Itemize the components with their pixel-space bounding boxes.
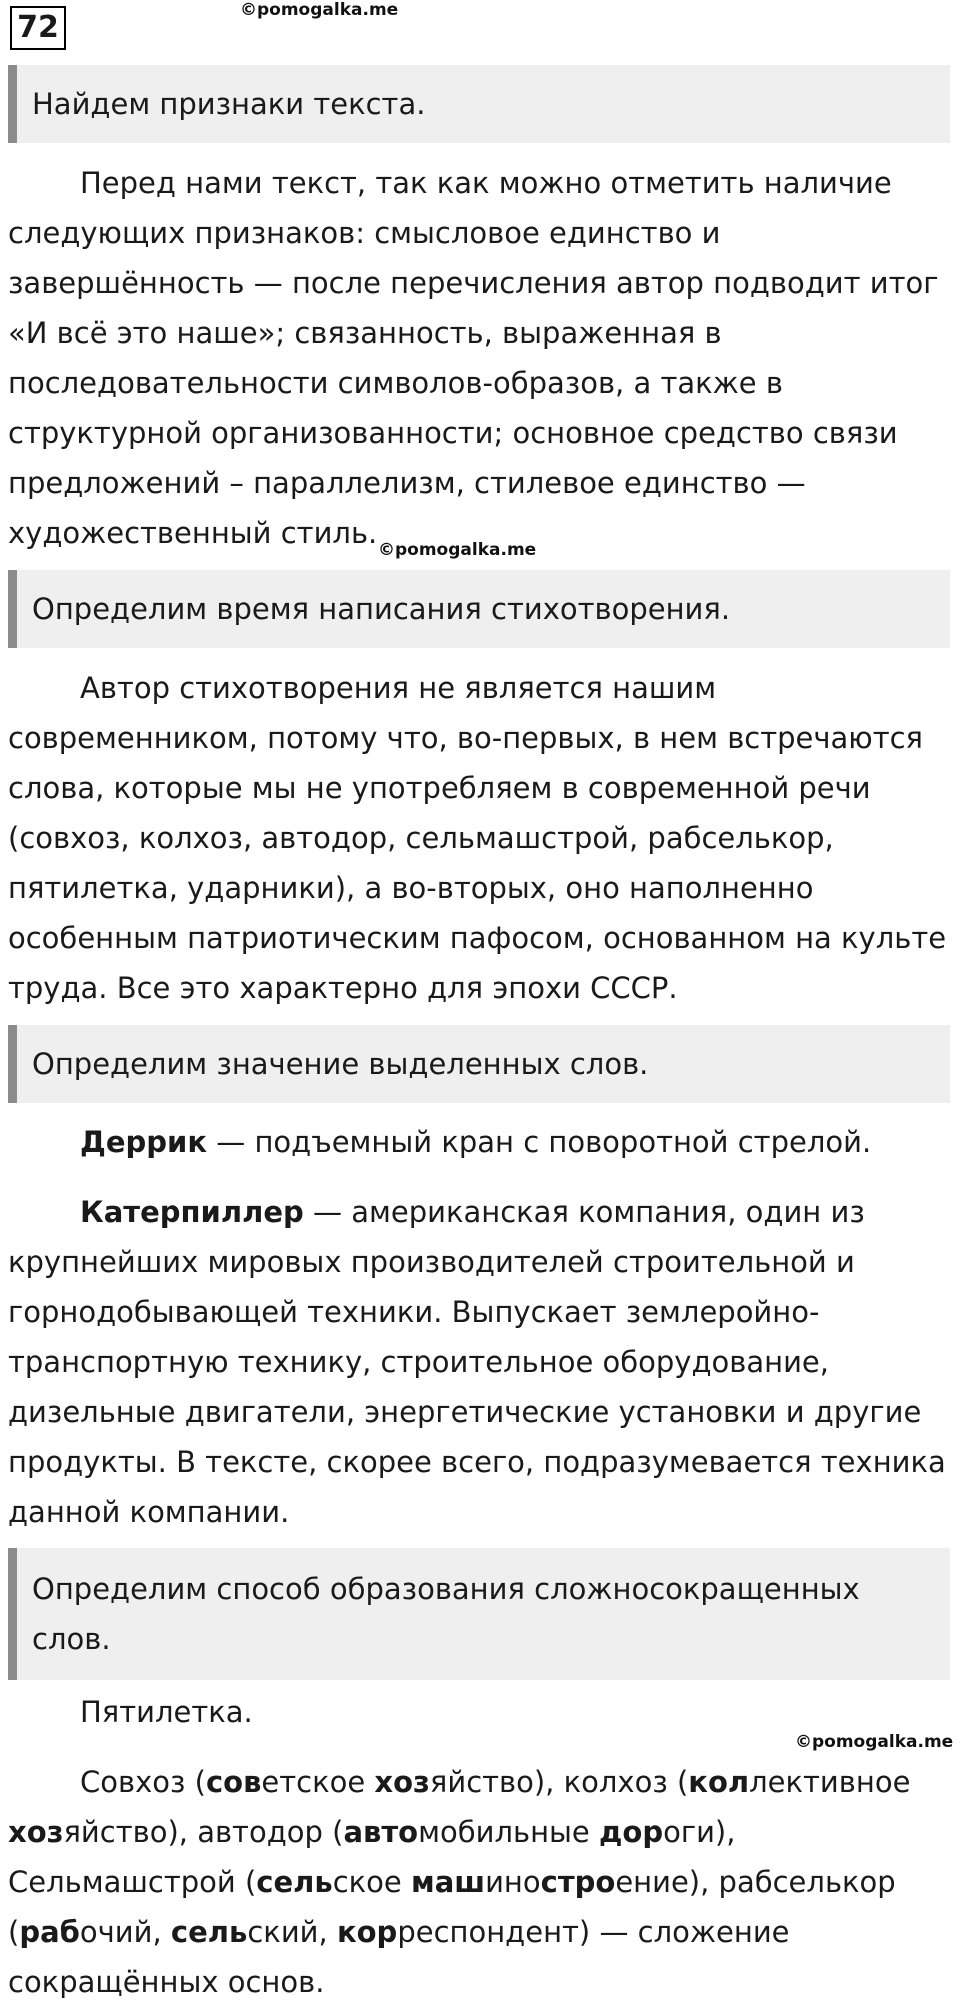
bold-word-fragment: хоз <box>374 1765 430 1799</box>
watermark: ©pomogalka.me <box>795 1732 954 1752</box>
text-fragment: ское <box>332 1865 411 1899</box>
text-fragment: яйство), автодор ( <box>63 1815 344 1849</box>
bold-word-fragment: сель <box>170 1915 248 1949</box>
text-fragment: мобильные <box>418 1815 599 1849</box>
text-fragment: ино <box>485 1865 541 1899</box>
text-fragment: яйство), колхоз ( <box>429 1765 689 1799</box>
example-five-year-plan: Пятилетка. <box>80 1695 253 1729</box>
watermark: ©pomogalka.me <box>378 540 537 560</box>
text-fragment: ский, <box>247 1915 337 1949</box>
bold-word-fragment: сов <box>205 1765 262 1799</box>
bold-word-fragment: авто <box>343 1815 419 1849</box>
term-caterpillar: Катерпиллер <box>80 1195 304 1229</box>
page-number: 72 <box>10 6 66 50</box>
definition-derrick-text: — подъемный кран с поворотной стрелой. <box>207 1125 872 1159</box>
definition-derrick <box>8 1117 956 1167</box>
section-heading-text-features: Найдем признаки текста. <box>8 65 950 143</box>
bold-word-fragment: кор <box>336 1915 398 1949</box>
bold-word-fragment: сель <box>256 1865 333 1899</box>
text-fragment: ение), рабселькор ( <box>8 1865 896 1949</box>
definition-caterpillar-text: — американская компания, один из крупнейших мировых производителей строительной и горнодобывающей техники. Выпускает землеройно-транспортную технику, строительное оборудование, дизельные двигатели, энергетические установки и другие продукты. В тексте, скорее всего, подразумевается техника данной компании. <box>8 1195 946 1529</box>
section-heading-word-meanings: Определим значение выделенных слов. <box>8 1025 950 1103</box>
text-fragment: лективное <box>749 1765 911 1799</box>
paragraph-text-features: Перед нами текст, так как можно отметить наличие следующих признаков: смысловое единство и завершённость — после перечисления автор подводит итог «И всё это наше»; связанность, выраженная в последовательности символов-образов, а также в структурной организованности; основное средство связи предложений – параллелизм, стилевое единство — художественный стиль. <box>8 166 939 550</box>
paragraph-writing-time: Автор стихотворения не является нашим современником, потому что, во-первых, в нем встречаются слова, которые мы не употребляем в современной речи (совхоз, колхоз, автодор, сельмашстрой, рабселькор, пятилетка, ударники), а во-вторых, оно наполненно особенным патриотическим пафосом, основанном на культе труда. Все это характерно для эпохи СССР. <box>8 671 947 1005</box>
paragraph-compound-words <box>8 1757 956 2007</box>
term-derrick: Деррик <box>80 1125 208 1159</box>
text-fragment: очий, <box>79 1915 171 1949</box>
text-fragment: респондент) — сложение сокращённых основ. <box>8 1915 790 1999</box>
bold-word-fragment: маш <box>410 1865 486 1899</box>
section-heading-writing-time: Определим время написания стихотворения. <box>8 570 950 648</box>
bold-word-fragment: кол <box>688 1765 750 1799</box>
watermark: ©pomogalka.me <box>240 0 399 20</box>
text-fragment: етское <box>261 1765 375 1799</box>
bold-word-fragment: стро <box>540 1865 616 1899</box>
text-fragment: оги), Сельмашстрой ( <box>8 1815 736 1899</box>
definition-caterpillar <box>8 1187 956 1537</box>
bold-word-fragment: дор <box>599 1815 664 1849</box>
text-fragment: Совхоз ( <box>80 1765 206 1799</box>
bold-word-fragment: раб <box>19 1915 80 1949</box>
section-heading-compound-words: Определим способ образования сложносокращенных слов. <box>8 1548 950 1680</box>
bold-word-fragment: хоз <box>8 1815 64 1849</box>
